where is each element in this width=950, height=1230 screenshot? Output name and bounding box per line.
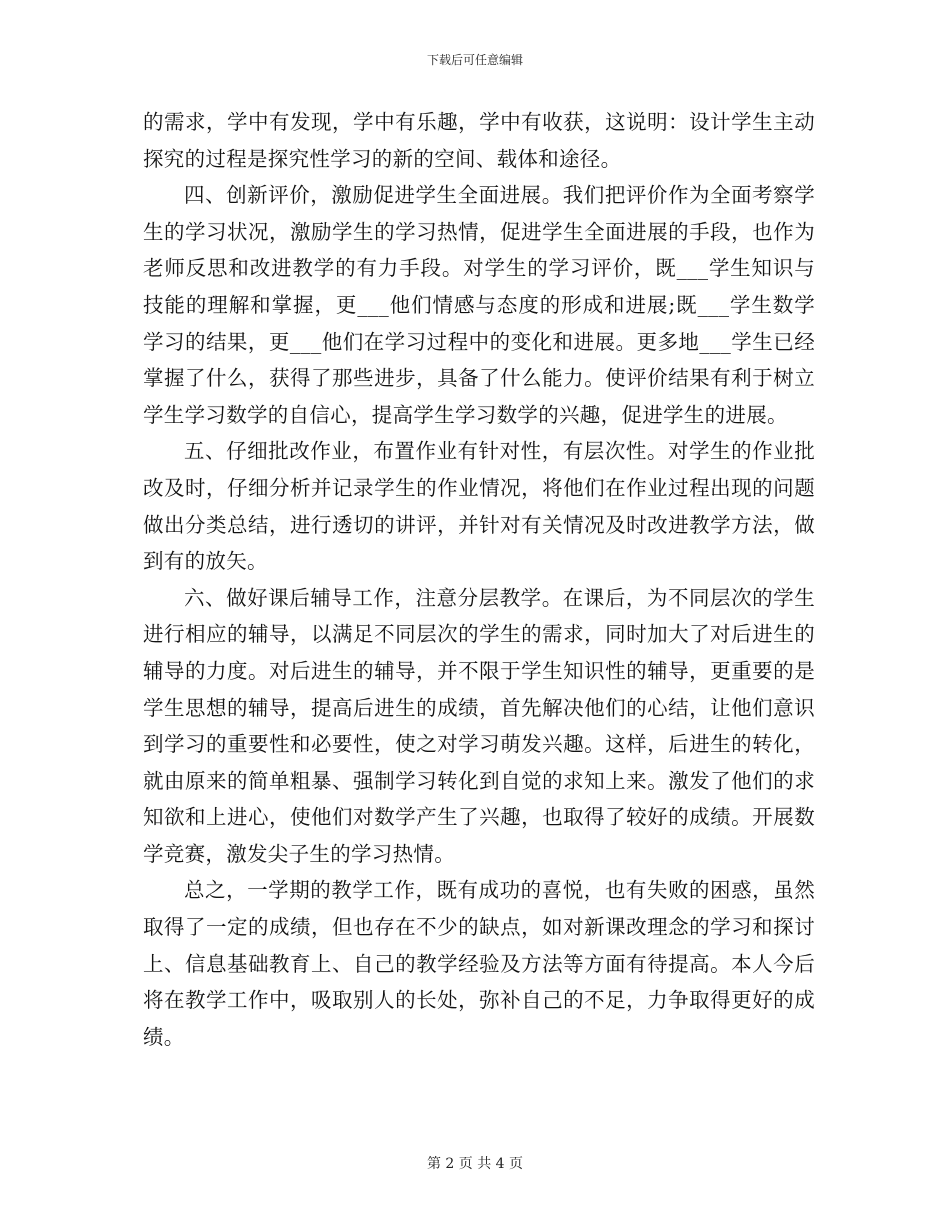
- paragraph-section-five: 五、仔细批改作业，布置作业有针对性，有层次性。对学生的作业批改及时，仔细分析并记录学生的作业情况，将他们在作业过程出现的问题做出分类总结，进行透切的讲评，并针对有关情况及时改进教学方法，做到有的放矢。: [143, 439, 815, 574]
- paragraph-continuation: 的需求，学中有发现，学中有乐趣，学中有收获，这说明：设计学生主动探究的过程是探究性学习的新的空间、载体和途径。: [143, 110, 815, 171]
- paragraph-section-four: 四、创新评价，激励促进学生全面进展。我们把评价作为全面考察学生的学习状况，激励学生的学习热情，促进学生全面进展的手段，也作为老师反思和改进教学的有力手段。对学生的学习评价，既___学生知识与技能的理解和掌握，更___他们情感与态度的形成和进展;既___学生数学学习的结果，更___他们在学习过程中的变化和进展。更多地___学生已经掌握了什么，获得了那些进步，具备了什么能力。使评价结果有利于树立学生学习数学的自信心，提高学生学习数学的兴趣，促进学生的进展。: [143, 183, 815, 427]
- page-header: 下载后可任意编辑: [426, 53, 523, 67]
- paragraph-summary: 总之，一学期的教学工作，既有成功的喜悦，也有失败的困惑，虽然取得了一定的成绩，但也存在不少的缺点，如对新课改理念的学习和探讨上、信息基础教育上、自己的教学经验及方法等方面有待提高。本人今后将在教学工作中，吸取别人的长处，弥补自己的不足，力争取得更好的成绩。: [143, 878, 815, 1049]
- document-body: [143, 104, 815, 1055]
- paragraph-section-six: 六、做好课后辅导工作，注意分层教学。在课后，为不同层次的学生进行相应的辅导，以满足不同层次的学生的需求，同时加大了对后进生的辅导的力度。对后进生的辅导，并不限于学生知识性的辅导，更重要的是学生思想的辅导，提高后进生的成绩，首先解决他们的心结，让他们意识到学习的重要性和必要性，使之对学习萌发兴趣。这样，后进生的转化，就由原来的简单粗暴、强制学习转化到自觉的求知上来。激发了他们的求知欲和上进心，使他们对数学产生了兴趣，也取得了较好的成绩。开展数学竞赛，激发尖子生的学习热情。: [143, 585, 815, 866]
- page-number-footer: 第 2 页 共 4 页: [426, 1156, 524, 1172]
